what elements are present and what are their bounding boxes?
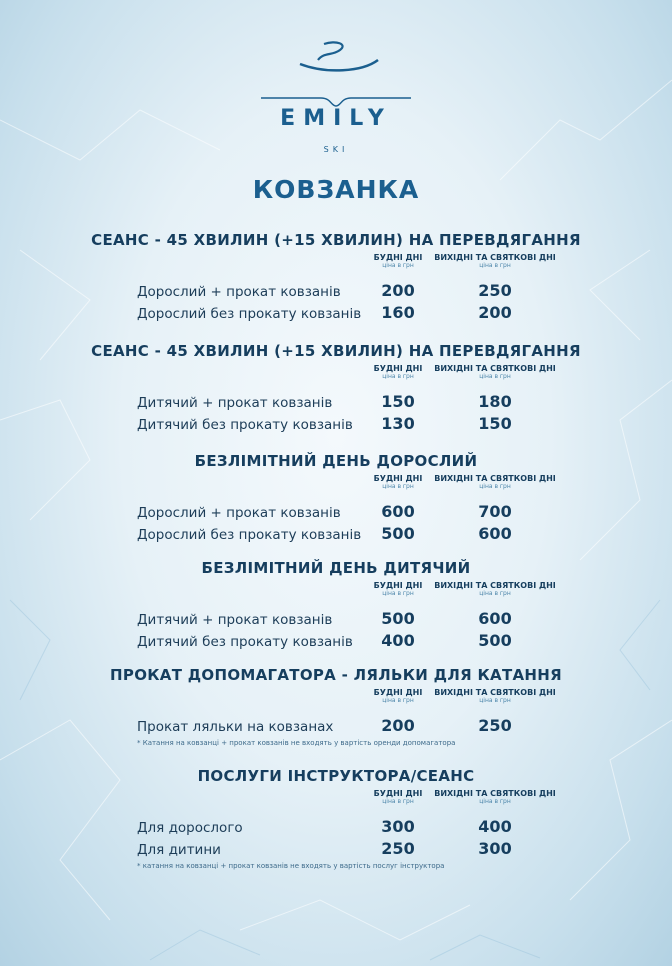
price-section xyxy=(0,452,672,562)
price-weekend: 150 xyxy=(478,414,512,433)
price-weekday: 500 xyxy=(381,609,415,628)
price-weekday: 200 xyxy=(381,281,415,300)
price-weekend: 250 xyxy=(478,281,512,300)
price-weekend: 400 xyxy=(478,817,512,836)
price-weekday: 200 xyxy=(381,716,415,735)
row-label: Дорослий + прокат ковзанів xyxy=(137,284,341,300)
price-weekend: 200 xyxy=(478,303,512,322)
column-header-weekday xyxy=(360,789,436,805)
column-header-unit: ціна в грн xyxy=(382,590,414,597)
column-header-weekend xyxy=(430,253,560,269)
column-header-unit: ціна в грн xyxy=(382,798,414,805)
row-label: Прокат ляльки на ковзанах xyxy=(137,719,334,735)
column-header-unit: ціна в грн xyxy=(479,483,511,490)
column-header-weekday xyxy=(360,581,436,597)
price-weekday: 150 xyxy=(381,392,415,411)
column-header-label: БУДНІ ДНІ xyxy=(373,253,423,262)
column-header-label: БУДНІ ДНІ xyxy=(373,474,423,483)
column-header-label: ВИХІДНІ ТА СВЯТКОВІ ДНІ xyxy=(434,789,556,798)
price-weekend: 300 xyxy=(478,839,512,858)
column-header-unit: ціна в грн xyxy=(479,373,511,380)
row-label: Дитячий без прокату ковзанів xyxy=(137,417,353,433)
price-weekday: 300 xyxy=(381,817,415,836)
footnote: * катання на ковзанці + прокат ковзанів не входять у вартість послуг інструктора xyxy=(137,862,445,870)
column-header-weekday xyxy=(360,364,436,380)
price-row xyxy=(0,392,672,414)
price-weekday: 250 xyxy=(381,839,415,858)
footnote: * Катання на ковзанці + прокат ковзанів не входять у вартість оренди допомагатора xyxy=(137,739,456,747)
price-row xyxy=(0,631,672,653)
column-header-label: БУДНІ ДНІ xyxy=(373,789,423,798)
price-row xyxy=(0,839,672,861)
price-row xyxy=(0,303,672,325)
column-header-label: БУДНІ ДНІ xyxy=(373,364,423,373)
price-weekday: 500 xyxy=(381,524,415,543)
section-title: ПОСЛУГИ ІНСТРУКТОРА/СЕАНС xyxy=(197,767,475,785)
row-label: Дорослий без прокату ковзанів xyxy=(137,527,362,543)
ski-swoosh-icon xyxy=(266,38,406,78)
price-row xyxy=(0,609,672,631)
section-title: СЕАНС - 45 ХВИЛИН (+15 ХВИЛИН) НА ПЕРЕВДЯГАННЯ xyxy=(91,231,581,249)
price-row xyxy=(0,502,672,524)
row-label: Дитячий + прокат ковзанів xyxy=(137,395,333,411)
column-header-weekend xyxy=(430,789,560,805)
section-title: ПРОКАТ ДОПОМАГАТОРА - ЛЯЛЬКИ ДЛЯ КАТАННЯ xyxy=(110,666,562,684)
column-header-unit: ціна в грн xyxy=(479,262,511,269)
column-header-unit: ціна в грн xyxy=(382,373,414,380)
column-header-unit: ціна в грн xyxy=(479,798,511,805)
column-header-weekday xyxy=(360,253,436,269)
price-section xyxy=(0,767,672,877)
column-header-weekend xyxy=(430,364,560,380)
row-label: Дорослий без прокату ковзанів xyxy=(137,306,362,322)
price-section xyxy=(0,559,672,669)
column-header-label: ВИХІДНІ ТА СВЯТКОВІ ДНІ xyxy=(434,581,556,590)
column-header-label: ВИХІДНІ ТА СВЯТКОВІ ДНІ xyxy=(434,253,556,262)
column-header-label: ВИХІДНІ ТА СВЯТКОВІ ДНІ xyxy=(434,474,556,483)
price-weekend: 500 xyxy=(478,631,512,650)
section-title: БЕЗЛІМІТНИЙ ДЕНЬ ДОРОСЛИЙ xyxy=(194,452,478,470)
section-title: БЕЗЛІМІТНИЙ ДЕНЬ ДИТЯЧИЙ xyxy=(201,559,471,577)
column-header-label: ВИХІДНІ ТА СВЯТКОВІ ДНІ xyxy=(434,364,556,373)
price-weekday: 160 xyxy=(381,303,415,322)
page-title: КОВЗАНКА xyxy=(252,175,420,204)
column-header-unit: ціна в грн xyxy=(382,262,414,269)
price-row xyxy=(0,524,672,546)
price-weekend: 600 xyxy=(478,609,512,628)
brand-logo xyxy=(0,38,672,154)
price-weekend: 600 xyxy=(478,524,512,543)
row-label: Для дорослого xyxy=(137,820,243,836)
brand-subtitle: SKI xyxy=(323,145,349,154)
column-header-weekend xyxy=(430,581,560,597)
column-header-label: БУДНІ ДНІ xyxy=(373,581,423,590)
column-header-weekday xyxy=(360,688,436,704)
price-section xyxy=(0,231,672,341)
brand-name: EMILY xyxy=(280,106,392,131)
column-header-weekend xyxy=(430,688,560,704)
column-header-label: ВИХІДНІ ТА СВЯТКОВІ ДНІ xyxy=(434,688,556,697)
price-weekend: 250 xyxy=(478,716,512,735)
price-section xyxy=(0,342,672,452)
price-weekday: 600 xyxy=(381,502,415,521)
price-row xyxy=(0,716,672,738)
price-row xyxy=(0,414,672,436)
price-row xyxy=(0,817,672,839)
section-title: СЕАНС - 45 ХВИЛИН (+15 ХВИЛИН) НА ПЕРЕВДЯГАННЯ xyxy=(91,342,581,360)
price-weekend: 180 xyxy=(478,392,512,411)
price-weekday: 130 xyxy=(381,414,415,433)
price-weekday: 400 xyxy=(381,631,415,650)
price-section xyxy=(0,666,672,776)
column-header-unit: ціна в грн xyxy=(479,697,511,704)
row-label: Дорослий + прокат ковзанів xyxy=(137,505,341,521)
row-label: Дитячий + прокат ковзанів xyxy=(137,612,333,628)
column-header-unit: ціна в грн xyxy=(479,590,511,597)
price-row xyxy=(0,281,672,303)
column-header-label: БУДНІ ДНІ xyxy=(373,688,423,697)
column-header-unit: ціна в грн xyxy=(382,697,414,704)
column-header-weekend xyxy=(430,474,560,490)
column-header-unit: ціна в грн xyxy=(382,483,414,490)
column-header-weekday xyxy=(360,474,436,490)
row-label: Дитячий без прокату ковзанів xyxy=(137,634,353,650)
price-weekend: 700 xyxy=(478,502,512,521)
row-label: Для дитини xyxy=(137,842,221,858)
